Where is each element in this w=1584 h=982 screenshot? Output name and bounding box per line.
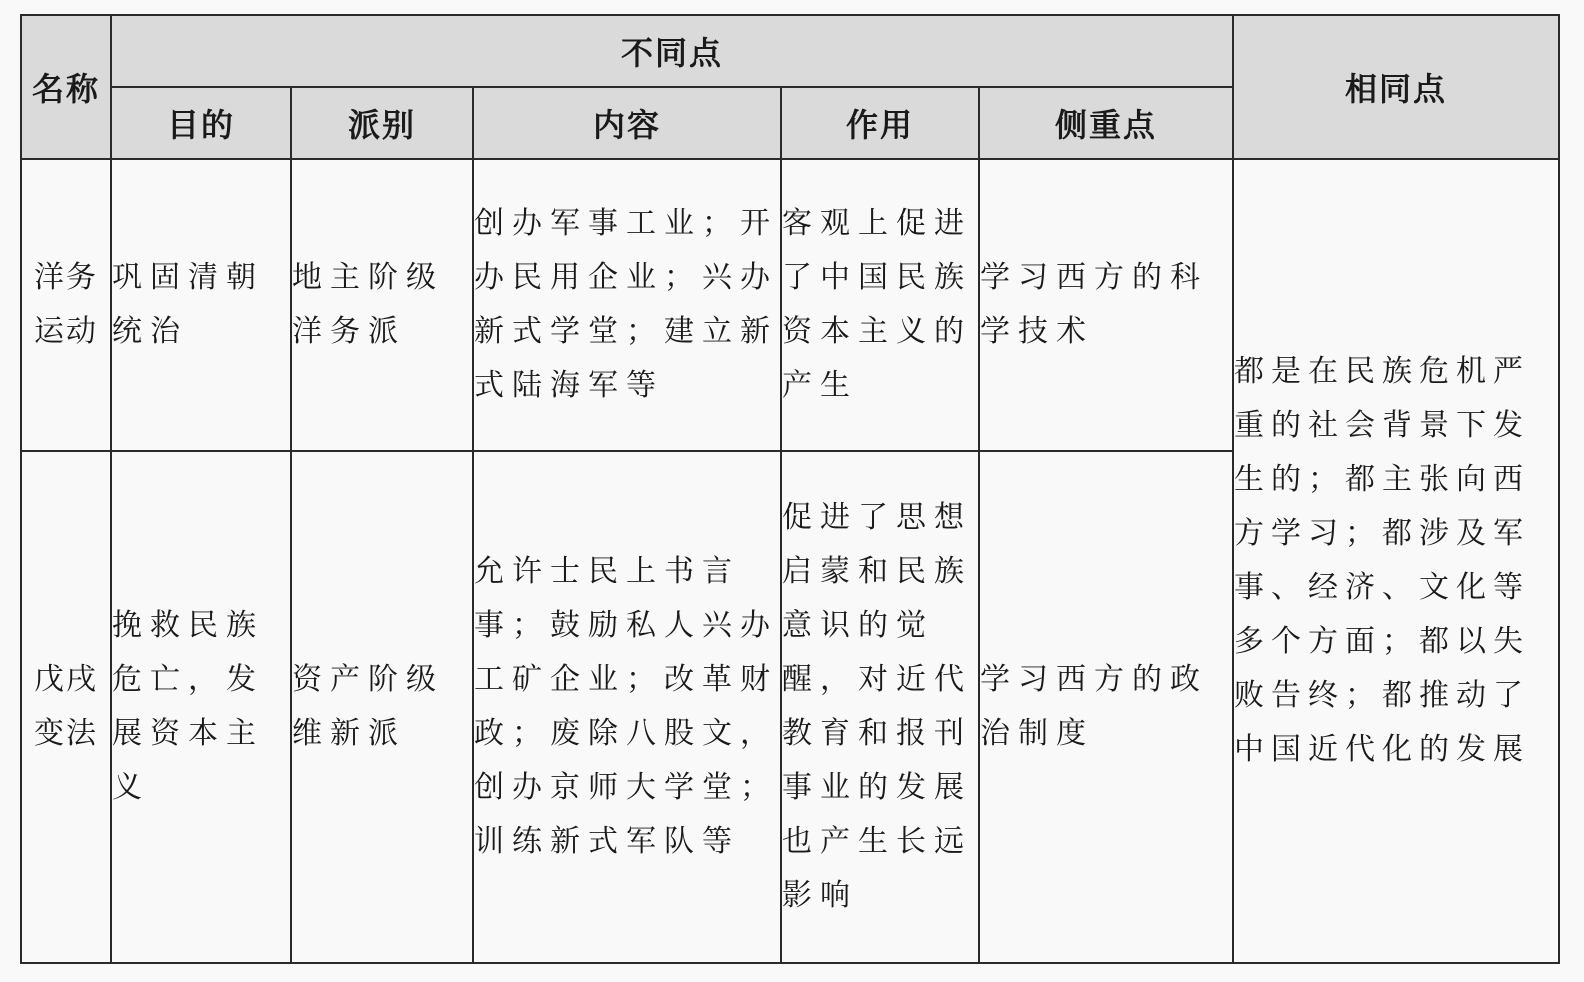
row-name-line: 洋务 xyxy=(34,260,98,295)
content-cell: 创办军事工业；开办民用企业；兴办新式学堂；建立新式陆海军等 xyxy=(473,159,781,451)
row-name-cell xyxy=(21,451,111,963)
table-row xyxy=(21,159,1559,451)
header-same: 相同点 xyxy=(1233,15,1559,159)
row-name-line: 戊戌 xyxy=(34,662,98,697)
effect-cell: 客观上促进了中国民族资本主义的产生 xyxy=(781,159,979,451)
content-cell: 允许士民上书言事；鼓励私人兴办工矿企业；改革财政；废除八股文，创办京师大学堂；训练新式军队等 xyxy=(473,451,781,963)
faction-cell: 资产阶级维新派 xyxy=(291,451,473,963)
header-content: 内容 xyxy=(473,87,781,159)
header-purpose: 目的 xyxy=(111,87,291,159)
header-different: 不同点 xyxy=(111,15,1233,87)
header-name: 名称 xyxy=(21,15,111,159)
row-name-cell xyxy=(21,159,111,451)
header-focus: 侧重点 xyxy=(979,87,1233,159)
faction-cell: 地主阶级洋务派 xyxy=(291,159,473,451)
header-effect: 作用 xyxy=(781,87,979,159)
header-faction: 派别 xyxy=(291,87,473,159)
purpose-cell: 挽救民族危亡，发展资本主义 xyxy=(111,451,291,963)
row-name-line: 变法 xyxy=(34,716,98,751)
focus-cell: 学习西方的科学技术 xyxy=(979,159,1233,451)
comparison-table xyxy=(20,14,1560,964)
focus-cell: 学习西方的政治制度 xyxy=(979,451,1233,963)
effect-cell: 促进了思想启蒙和民族意识的觉醒，对近代教育和报刊事业的发展也产生长远影响 xyxy=(781,451,979,963)
row-name-line: 运动 xyxy=(34,314,98,349)
purpose-cell: 巩固清朝统治 xyxy=(111,159,291,451)
common-cell: 都是在民族危机严重的社会背景下发生的；都主张向西方学习；都涉及军事、经济、文化等多个方面；都以失败告终；都推动了中国近代化的发展 xyxy=(1233,159,1559,963)
